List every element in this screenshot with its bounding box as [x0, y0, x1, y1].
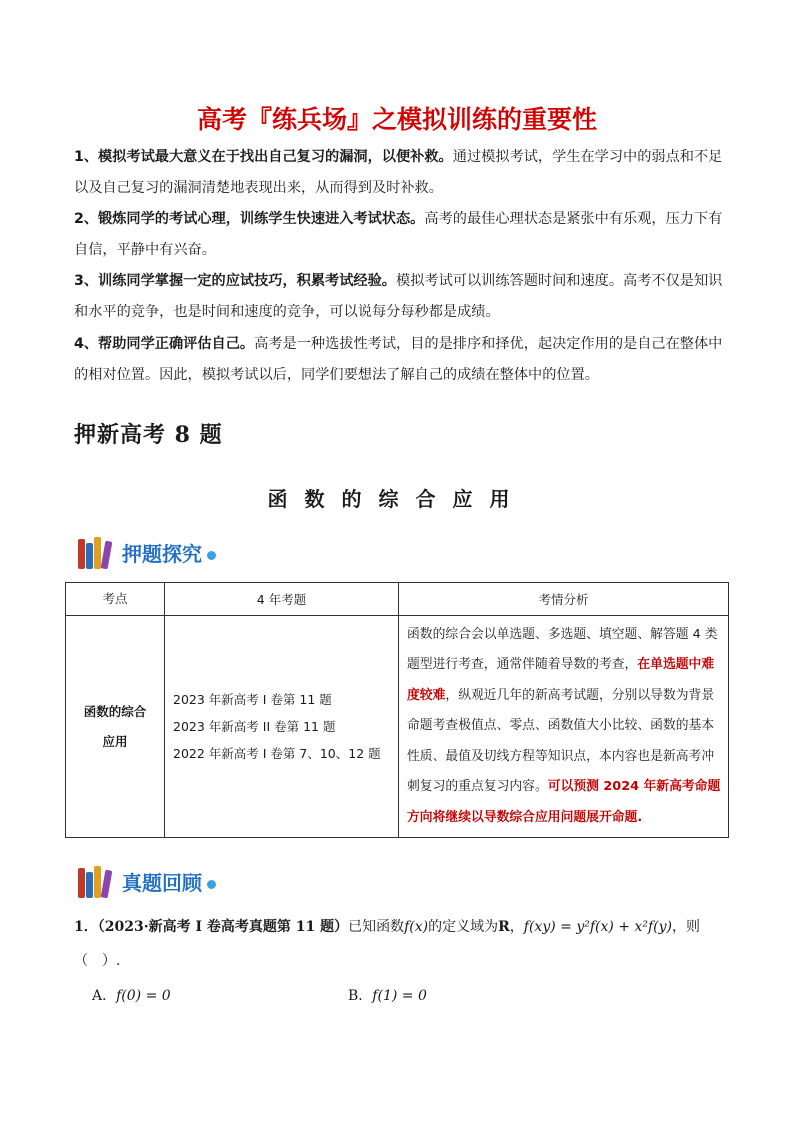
- question-1: 1．（2023·新高考 I 卷高考真题第 11 题）已知函数f(x)的定义域为R，f(xy) = y²f(x) + x²f(y)，则 （ ）.: [74, 919, 700, 969]
- section-title: 押新高考 8 题: [74, 422, 223, 448]
- option-b[interactable]: B．f(1) = 0: [348, 988, 427, 1004]
- badge-explore: [76, 533, 216, 569]
- books-icon: [76, 535, 116, 569]
- badge-explore-label: 押题探究: [122, 542, 202, 566]
- option-a[interactable]: A．f(0) = 0: [92, 988, 171, 1004]
- exam-analysis-table: [65, 582, 729, 838]
- exam-item: 2023 年新高考 II 卷第 11 题: [173, 719, 336, 734]
- topic-cell: 函数的综合应用: [66, 616, 165, 838]
- badge-review: [76, 862, 216, 898]
- page-title: 高考『练兵场』之模拟训练的重要性: [196, 105, 597, 134]
- paragraph-4: 4、帮助同学正确评估自己。高考是一种选拔性考试，目的是排序和择优，起决定作用的是自己在整体中的相对位置。因此，模拟考试以后，同学们要想法了解自己的成绩在整体中的位置。: [74, 336, 723, 383]
- header-topic: 考点: [66, 583, 165, 616]
- exams-cell: [165, 616, 399, 838]
- dot-icon: [207, 880, 216, 889]
- badge-review-label: 真题回顾: [122, 871, 202, 895]
- exam-item: 2023 年新高考 I 卷第 11 题: [173, 692, 332, 707]
- paragraph-3: 3、训练同学掌握一定的应试技巧，积累考试经验。模拟考试可以训练答题时间和速度。高考不仅是知识和水平的竞争，也是时间和速度的竞争，可以说每分每秒都是成绩。: [74, 273, 723, 320]
- paragraph-2: 2、锻炼同学的考试心理，训练学生快速进入考试状态。高考的最佳心理状态是紧张中有乐观，压力下有自信，平静中有兴奋。: [74, 211, 723, 258]
- exam-item: 2022 年新高考 I 卷第 7、10、12 题: [173, 746, 381, 761]
- topic-subtitle: 函数的综合应用: [267, 487, 527, 511]
- dot-icon: [207, 551, 216, 560]
- books-icon: [76, 864, 116, 898]
- analysis-cell: 函数的综合会以单选题、多选题、填空题、解答题 4 类题型进行考查，通常伴随着导数的考查，在单选题中难度较难，纵观近几年的新高考试题，分别以导数为背景命题考查极值点、零点、函数值大小比较、函数的基本性质、最值及切线方程等知识点，本内容也是新高考冲刺复习的重点复习内容。可以预测 2024 年新高考命题方向将继续以导数综合应用问题展开命题.: [399, 616, 729, 838]
- header-analysis: 考情分析: [399, 583, 729, 616]
- header-exams: 4 年考题: [165, 583, 399, 616]
- paragraph-1: 1、模拟考试最大意义在于找出自己复习的漏洞，以便补救。通过模拟考试，学生在学习中的弱点和不足以及自己复习的漏洞清楚地表现出来，从而得到及时补救。: [74, 149, 723, 196]
